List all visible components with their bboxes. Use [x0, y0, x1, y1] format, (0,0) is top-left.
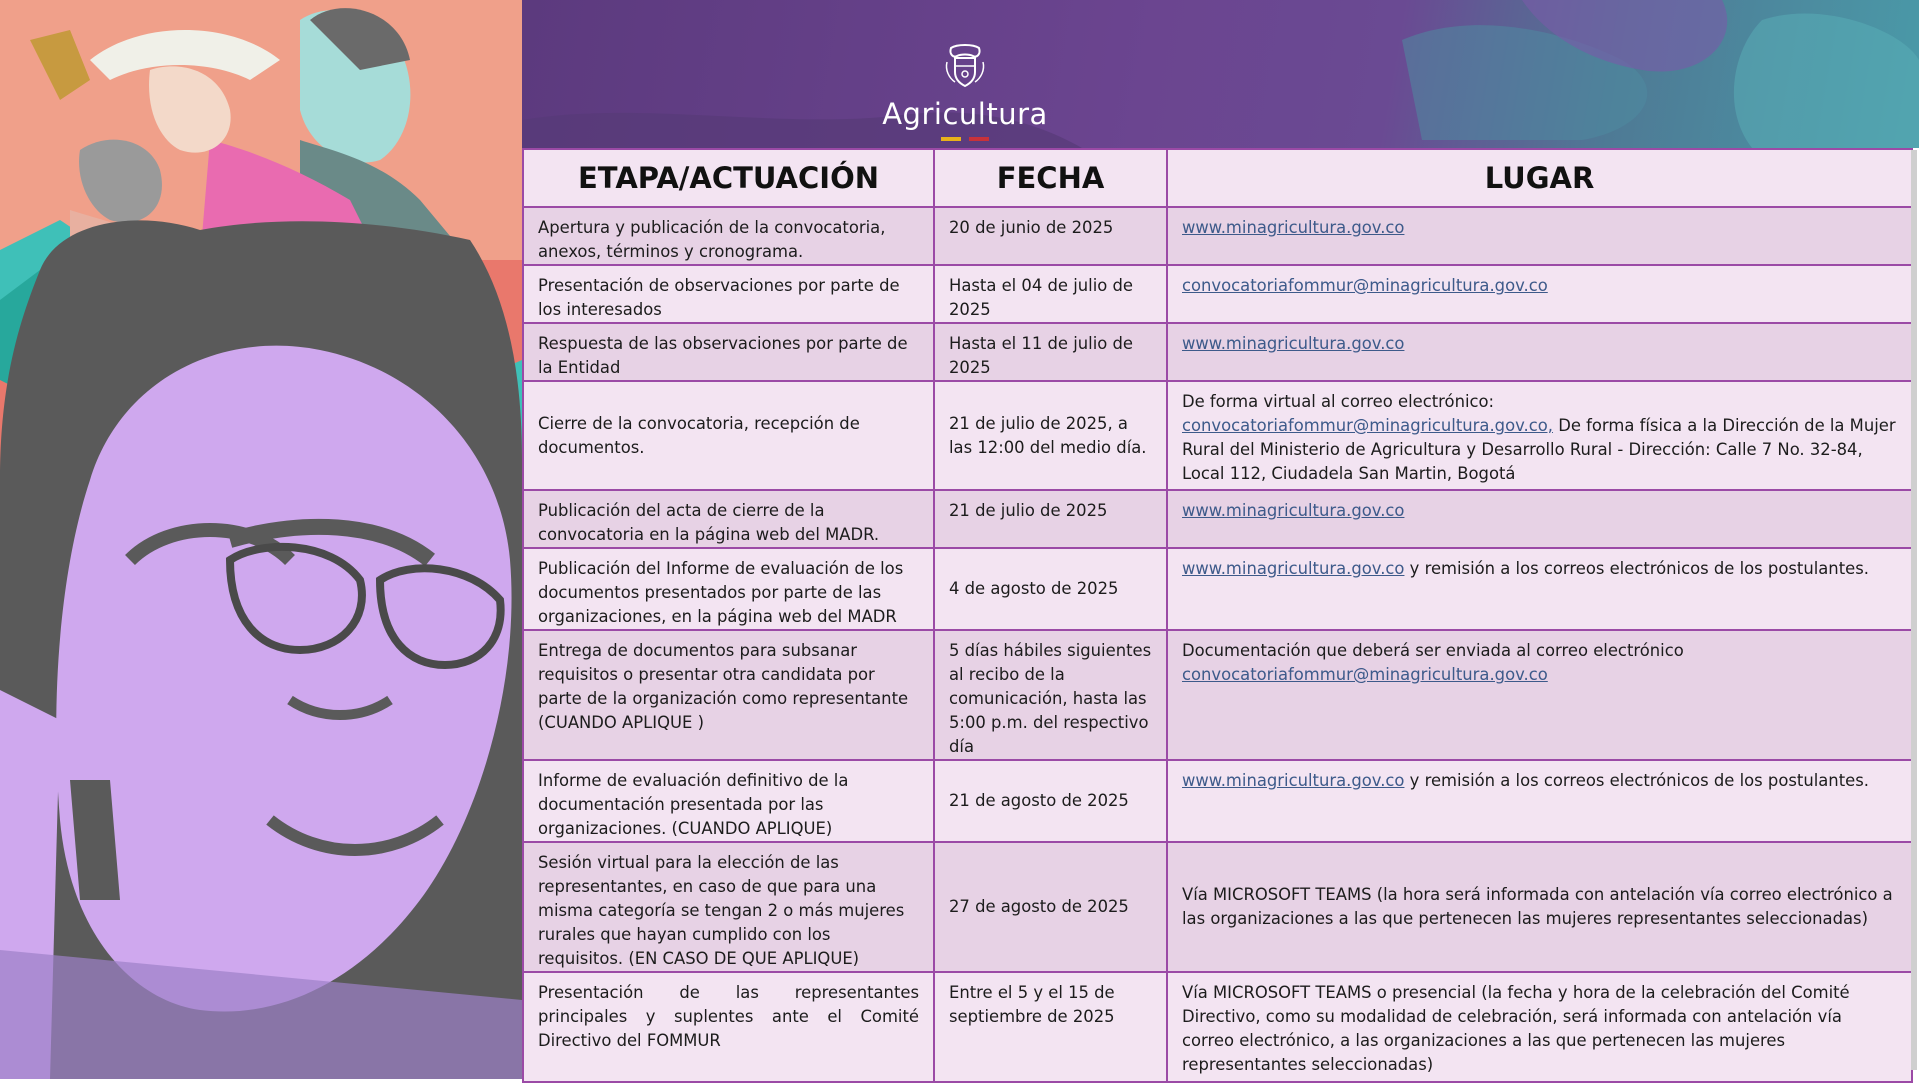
- logo-text: Agricultura: [882, 97, 1048, 131]
- frame-shadow: [1911, 150, 1917, 1070]
- table-row: [523, 842, 1912, 972]
- cell-date: 21 de julio de 2025: [934, 490, 1167, 548]
- collage-artwork: [0, 0, 522, 1079]
- cell-date: Hasta el 04 de julio de 2025: [934, 265, 1167, 323]
- cell-date: 5 días hábiles siguientes al recibo de la comunicación, hasta las 5:00 p.m. del respectivo día: [934, 630, 1167, 760]
- header-stage: ETAPA/ACTUACIÓN: [523, 149, 934, 207]
- table-row: [523, 548, 1912, 630]
- place-intro: Documentación que deberá ser enviada al correo electrónico: [1182, 641, 1684, 660]
- table-row: [523, 265, 1912, 323]
- cell-date: 20 de junio de 2025: [934, 207, 1167, 265]
- flag-stripes: [845, 137, 1085, 141]
- place-link[interactable]: convocatoriafommur@minagricultura.gov.co: [1182, 276, 1548, 295]
- cell-place: [1167, 630, 1912, 760]
- place-link[interactable]: convocatoriafommur@minagricultura.gov.co,: [1182, 416, 1553, 435]
- cell-date: 21 de agosto de 2025: [934, 760, 1167, 842]
- place-text: y remisión a los correos electrónicos de los postulantes.: [1404, 559, 1869, 578]
- cell-stage: Publicación del Informe de evaluación de los documentos presentados por parte de las organizaciones, en la página web del MADR: [523, 548, 934, 630]
- cell-stage: Entrega de documentos para subsanar requisitos o presentar otra candidata por parte de la organización como representante (CUANDO APLIQUE ): [523, 630, 934, 760]
- place-text: y remisión a los correos electrónicos de los postulantes.: [1404, 771, 1869, 790]
- place-link[interactable]: www.minagricultura.gov.co: [1182, 771, 1405, 790]
- cell-place: [1167, 207, 1912, 265]
- cell-stage: Respuesta de las observaciones por parte de la Entidad: [523, 323, 934, 381]
- cell-date: 21 de julio de 2025, a las 12:00 del medio día.: [934, 381, 1167, 490]
- cell-place: Vía MICROSOFT TEAMS o presencial (la fecha y hora de la celebración del Comité Directivo, como su modalidad de celebración, será informada con antelación vía correo electrónico, a las organizaciones a las que pertenecen las mujeres representantes seleccionadas): [1167, 972, 1912, 1082]
- table-row: [523, 630, 1912, 760]
- header-date: FECHA: [934, 149, 1167, 207]
- cell-date: 27 de agosto de 2025: [934, 842, 1167, 972]
- cell-stage: Presentación de las representantes principales y suplentes ante el Comité Directivo del FOMMUR: [523, 972, 934, 1082]
- collage-illustration: [0, 0, 522, 1079]
- cell-stage: Publicación del acta de cierre de la convocatoria en la página web del MADR.: [523, 490, 934, 548]
- cell-place: [1167, 490, 1912, 548]
- cell-stage: Cierre de la convocatoria, recepción de documentos.: [523, 381, 934, 490]
- table-row: [523, 207, 1912, 265]
- banner-texture: [522, 0, 1919, 148]
- place-link[interactable]: convocatoriafommur@minagricultura.gov.co: [1182, 665, 1548, 684]
- place-text: De forma física a la Dirección de la Mujer Rural del Ministerio de Agricultura y Desarrollo Rural - Dirección: Calle 7 No. 32-84, Local 112, Ciudadela San Martin, Bogotá: [1182, 416, 1896, 483]
- cell-place: [1167, 265, 1912, 323]
- cell-place: Vía MICROSOFT TEAMS (la hora será informada con antelación vía correo electrónico a las organizaciones a las que pertenecen las mujeres representantes seleccionadas): [1167, 842, 1912, 972]
- table-row: [523, 760, 1912, 842]
- cell-place: [1167, 760, 1912, 842]
- cell-date: Hasta el 11 de julio de 2025: [934, 323, 1167, 381]
- table-row: [523, 972, 1912, 1082]
- cell-stage: Apertura y publicación de la convocatoria, anexos, términos y cronograma.: [523, 207, 934, 265]
- header-banner: [522, 0, 1919, 148]
- schedule-table: [522, 148, 1913, 1083]
- cell-stage: Presentación de observaciones por parte de los interesados: [523, 265, 934, 323]
- table-row: [523, 490, 1912, 548]
- place-intro: De forma virtual al correo electrónico:: [1182, 392, 1495, 411]
- cell-date: Entre el 5 y el 15 de septiembre de 2025: [934, 972, 1167, 1082]
- cell-place: [1167, 548, 1912, 630]
- place-link[interactable]: www.minagricultura.gov.co: [1182, 559, 1405, 578]
- table-row: [523, 323, 1912, 381]
- cell-stage: Informe de evaluación definitivo de la documentación presentada por las organizaciones. (CUANDO APLIQUE): [523, 760, 934, 842]
- cell-place: [1167, 323, 1912, 381]
- header-place: LUGAR: [1167, 149, 1912, 207]
- place-link[interactable]: www.minagricultura.gov.co: [1182, 501, 1405, 520]
- cell-date: 4 de agosto de 2025: [934, 548, 1167, 630]
- cell-stage: Sesión virtual para la elección de las representantes, en caso de que para una misma categoría se tengan 2 o más mujeres rurales que hayan cumplido con los requisitos. (EN CASO DE QUE APLIQUE): [523, 842, 934, 972]
- place-link[interactable]: www.minagricultura.gov.co: [1182, 218, 1405, 237]
- colombia-coat-of-arms-icon: [943, 42, 987, 88]
- cell-place: [1167, 381, 1912, 490]
- schedule-table-container: [522, 148, 1911, 1074]
- agricultura-logo: [845, 42, 1085, 144]
- table-header-row: [523, 149, 1912, 207]
- place-link[interactable]: www.minagricultura.gov.co: [1182, 334, 1405, 353]
- table-row: [523, 381, 1912, 490]
